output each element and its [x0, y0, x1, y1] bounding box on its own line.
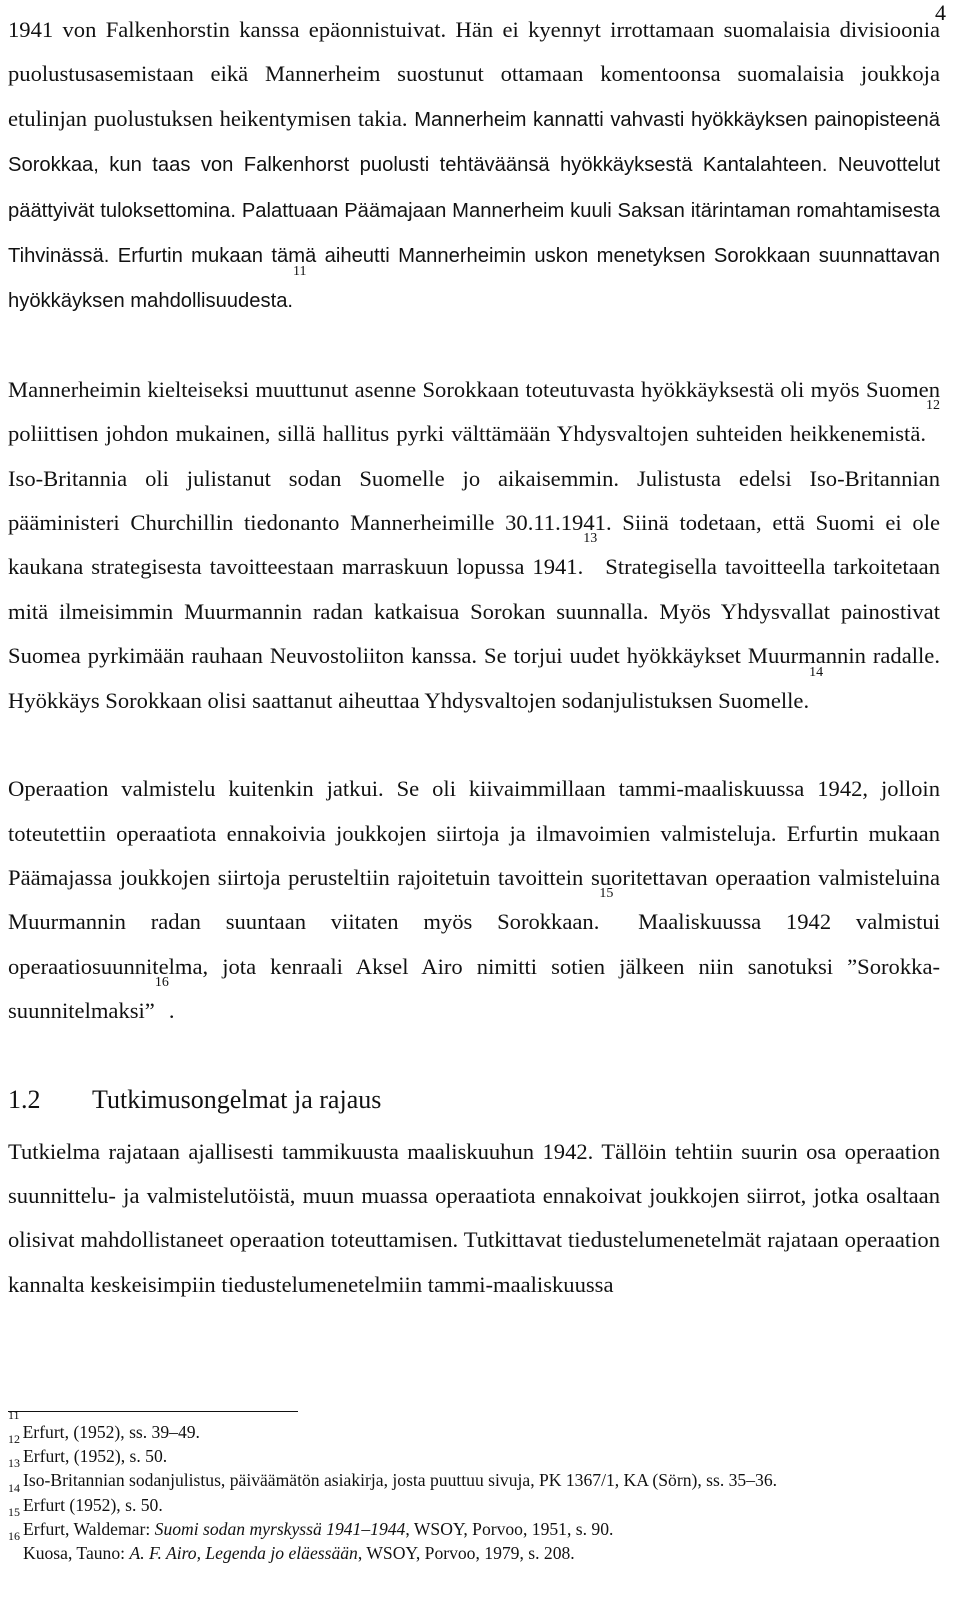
- footnote-separator: [8, 1411, 298, 1412]
- footnote-text: Erfurt, (1952), ss. 39–49.: [22, 1422, 200, 1442]
- paragraph-text: Iso-Britannia oli julistanut sodan Suomelle jo aikaisemmin. Julistusta edelsi Iso-Britannian pääministeri Churchillin tiedonanto Mannerheimille 30.11.1941. Siinä todetaan, että Suomi ei ole kaukana strategisesta tavoitteestaan marraskuun lopussa 1941.: [8, 465, 940, 580]
- document-body: [8, 8, 940, 1307]
- paragraph-text: Strategisella tavoitteella tarkoitetaan mitä ilmeisimmin Muurmannin radan katkaisua Sorokan suunnalla. Myös Yhdysvallat painostivat Suomea pyrkimään rauhaan Neuvostoliiton kanssa. Se torjui uudet hyökkäykset Muurmannin radalle. Hyökkäys Sorokkaan olisi saattanut aiheuttaa Yhdysvaltojen sodanjulistuksen Suomelle.: [8, 554, 940, 713]
- section-title: Tutkimusongelmat ja rajaus: [92, 1084, 382, 1114]
- footnote-text: A. F. Airo, Legenda jo eläessään: [129, 1543, 358, 1564]
- section-number: 1.2: [8, 1084, 41, 1114]
- footnote-text: Suomi sodan myrskyssä 1941–1944: [154, 1518, 406, 1539]
- paragraph-text: 1941 von Falkenhorstin kanssa epäonnistuivat. Hän ei kyennyt irrottamaan suomalaisia divisioonia puolustusasemistaan eikä Mannerheim suostunut ottamaan komentoonsa suomalaisia joukkoja etulinjan puolustuksen heikentymisen takia.: [8, 17, 940, 131]
- footnote-number: 14: [8, 1480, 20, 1495]
- paragraph-text: Mannerheimin kielteiseksi muuttunut asenne Sorokkaan toteutuvasta hyökkäyksestä oli myös Suomen poliittisen johdon mukainen, sillä hallitus pyrki välttämään Yhdysvaltojen suhteiden heikkenemistä.: [8, 376, 940, 447]
- footnote-ref: 12: [926, 398, 940, 414]
- footnote-ref: 13: [583, 531, 598, 547]
- section-heading: [8, 1078, 940, 1122]
- paragraph-spacer: [8, 723, 940, 767]
- paragraph-1: [8, 8, 940, 324]
- page-number: 4: [935, 0, 946, 25]
- paragraph-text: Maaliskuussa 1942 valmistui operaatiosuunnitelma, jota kenraali Aksel Airo nimitti sotien jälkeen niin sanotuksi ”Sorokka-suunnitelmaksi”: [8, 909, 940, 1024]
- footnote-number: 13: [8, 1456, 20, 1471]
- footnote-text: Erfurt, (1952), s. 50.: [23, 1446, 168, 1467]
- footnote-ref: 16: [154, 975, 169, 991]
- footnote-text: , WSOY, Porvoo, 1951, s. 90.: [405, 1518, 614, 1539]
- footnote-ref: 15: [599, 886, 614, 902]
- footnote-ref: 14: [809, 664, 824, 680]
- footnote-number: 12: [8, 1432, 20, 1447]
- footnote-ref: 11: [293, 264, 307, 280]
- footnote-number: 15: [8, 1504, 20, 1519]
- paragraph-2: [8, 368, 940, 723]
- footnote-text: , WSOY, Porvoo, 1979, s. 208.: [357, 1543, 575, 1564]
- footnote-16: [8, 1529, 940, 1565]
- section-paragraph: Tutkielma rajataan ajallisesti tammikuusta maaliskuuhun 1942. Tällöin tehtiin suurin osa operaation suunnittelu- ja valmistelutöistä, muun muassa operaatiota ennakoivat joukkojen siirrot, jotka osaltaan olisivat mahdollistaneet operaation toteuttamisen. Tutkittavat tiedustelumenetelmät rajataan operaation kannalta keskeisimpiin tiedustelumenetelmiin tammi-maaliskuussa: [8, 1138, 940, 1297]
- paragraph-spacer: [8, 324, 940, 368]
- paragraph-text: .: [168, 998, 175, 1024]
- footnote-text: Erfurt (1952), s. 50.: [23, 1494, 163, 1515]
- footnote-text: Erfurt, Waldemar:: [23, 1518, 155, 1539]
- paragraph-3: [8, 767, 940, 1033]
- footnote-text: Kuosa, Tauno:: [23, 1543, 130, 1564]
- paragraph-spacer: [8, 1034, 940, 1078]
- footnote-11: [8, 1408, 940, 1447]
- footnote-number: 11: [8, 1408, 20, 1422]
- footnote-number: 16: [8, 1529, 20, 1544]
- paragraph-text: Mannerheim kannatti vahvasti hyökkäyksen painopisteenä Sorokkaa, kun taas von Falkenhorst puolusti tehtäväänsä hyökkäyksestä Kantalahteen. Neuvottelut päättyivät tuloksettomina. Palattuaan Päämajaan Mannerheim kuuli Saksan itärintaman romahtamisesta Tihvinässä. Erfurtin mukaan tämä aiheutti Mannerheimin uskon menetyksen Sorokkaan suunnattavan hyökkäyksen mahdollisuudesta.: [8, 108, 940, 313]
- paragraph-text: Operaation valmistelu kuitenkin jatkui. Se oli kiivaimmillaan tammi-maaliskuussa 1942, jolloin toteutettiin operaatiota ennakoivia joukkojen siirtoja ja ilmavoimien valmisteluja. Erfurtin mukaan Päämajassa joukkojen siirtoja perusteltiin rajoitetuin tavoittein suoritettavan operaation valmisteluina Muurmannin radan suuntaan viitaten myös Sorokkaan.: [8, 776, 940, 935]
- footnote-text: Iso-Britannian sodanjulistus, päiväämätön asiakirja, josta puuttuu sivuja, PK 1367/1, KA (Sörn), ss. 35–36.: [23, 1470, 778, 1491]
- footnotes: [8, 1408, 940, 1565]
